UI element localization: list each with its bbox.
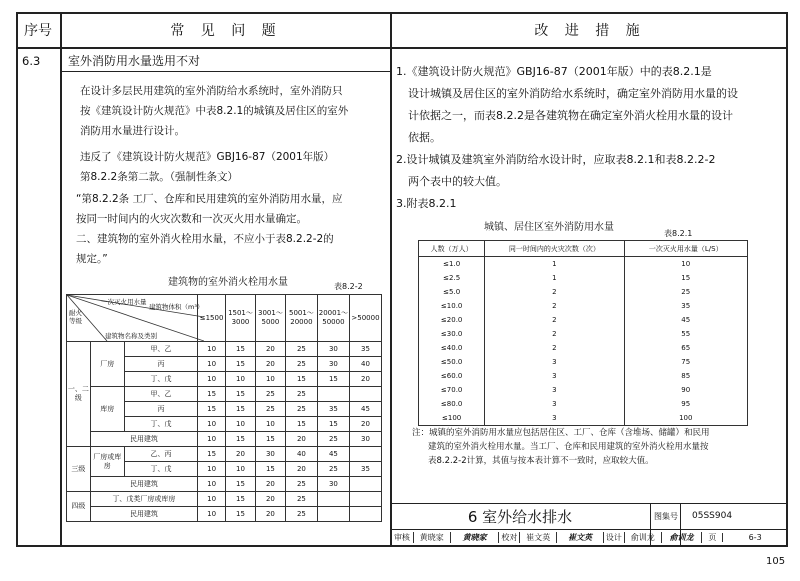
right-cell: 2 bbox=[485, 327, 624, 341]
sub-cell: 丁、戊 bbox=[124, 462, 197, 477]
value-cell: 25 bbox=[255, 387, 285, 402]
value-cell: 10 bbox=[198, 492, 226, 507]
fix-line: 3.附表8.2.1 bbox=[396, 197, 457, 210]
right-cell: 75 bbox=[624, 355, 748, 369]
value-cell: 15 bbox=[255, 462, 285, 477]
right-table bbox=[418, 240, 748, 426]
value-cell bbox=[349, 447, 381, 462]
value-cell: 45 bbox=[317, 447, 349, 462]
page-label: 页 bbox=[701, 532, 722, 543]
col-divider-2 bbox=[390, 12, 392, 545]
problem-title: 室外消防用水量选用不对 bbox=[68, 54, 201, 68]
right-cell: ≤50.0 bbox=[419, 355, 485, 369]
col-header: 5001～20000 bbox=[285, 295, 317, 342]
sub-cell: 甲、乙 bbox=[124, 342, 197, 357]
right-col-header: 一次灭火用水量（L/S） bbox=[624, 241, 748, 257]
fix-line: 两个表中的较大值。 bbox=[408, 175, 507, 188]
value-cell: 15 bbox=[226, 492, 256, 507]
sub-cell: 乙、丙 bbox=[124, 447, 197, 462]
category-cell: 民用建筑 bbox=[90, 432, 197, 447]
problem-line: 第8.2.2条第二款。（强制性条文） bbox=[80, 171, 238, 183]
value-cell: 25 bbox=[285, 357, 317, 372]
sub-cell: 丙 bbox=[124, 357, 197, 372]
value-cell: 25 bbox=[255, 402, 285, 417]
value-cell: 15 bbox=[255, 432, 285, 447]
value-cell: 45 bbox=[349, 402, 381, 417]
category-cell: 库房 bbox=[90, 387, 124, 432]
value-cell: 10 bbox=[198, 372, 226, 387]
right-table-title: 城镇、居住区室外消防用水量 bbox=[484, 222, 614, 233]
note-line: 注：城镇的室外消防用水量应包括居住区、工厂、仓库（含堆场、储罐）和民用 bbox=[412, 428, 710, 438]
right-cell: 65 bbox=[624, 341, 748, 355]
value-cell: 15 bbox=[226, 477, 256, 492]
value-cell: 20 bbox=[349, 417, 381, 432]
proofer-signature: 崔文英 bbox=[556, 532, 603, 543]
fix-line: 2.设计城镇及建筑室外消防给水设计时，应取表8.2.1和表8.2.2-2 bbox=[396, 153, 716, 166]
value-cell: 15 bbox=[317, 372, 349, 387]
value-cell: 15 bbox=[198, 447, 226, 462]
value-cell: 20 bbox=[285, 432, 317, 447]
problem-line: 按同一时间内的火灾次数和一次灭火用水量确定。 bbox=[76, 213, 307, 225]
signature-row bbox=[391, 530, 787, 545]
right-cell: 2 bbox=[485, 285, 624, 299]
value-cell: 20 bbox=[226, 447, 256, 462]
fix-line: 设计城镇及居住区的室外消防给水系统时，确定室外消防用水量的设 bbox=[408, 87, 738, 100]
sub-cell: 甲、乙 bbox=[124, 387, 197, 402]
right-cell: ≤40.0 bbox=[419, 341, 485, 355]
left-table-ref: 表8.2-2 bbox=[334, 282, 363, 291]
page-number: 105 bbox=[766, 556, 786, 567]
problem-line: 二、建筑物的室外消火栓用水量，不应小于表8.2.2-2的 bbox=[76, 233, 334, 245]
value-cell: 10 bbox=[255, 372, 285, 387]
right-cell: 3 bbox=[485, 411, 624, 426]
value-cell: 20 bbox=[349, 372, 381, 387]
problem-line: 违反了《建筑设计防火规范》GBJ16-87（2001年版） bbox=[80, 151, 335, 163]
right-cell: ≤100 bbox=[419, 411, 485, 426]
col-header: 1501～3000 bbox=[226, 295, 256, 342]
row-number: 6.3 bbox=[22, 54, 41, 68]
level-cell: 四级 bbox=[67, 492, 91, 522]
header-problem: 常 见 问 题 bbox=[170, 23, 282, 39]
right-cell: 3 bbox=[485, 355, 624, 369]
value-cell: 15 bbox=[285, 417, 317, 432]
value-cell: 25 bbox=[285, 507, 317, 522]
right-cell: 10 bbox=[624, 257, 748, 272]
right-cell: 2 bbox=[485, 299, 624, 313]
right-cell: 100 bbox=[624, 411, 748, 426]
value-cell: 40 bbox=[349, 357, 381, 372]
value-cell: 10 bbox=[226, 417, 256, 432]
right-cell: 35 bbox=[624, 299, 748, 313]
value-cell: 10 bbox=[226, 372, 256, 387]
col-header: 20001～50000 bbox=[317, 295, 349, 342]
col-header: ≤1500 bbox=[198, 295, 226, 342]
value-cell: 15 bbox=[226, 357, 256, 372]
right-cell: ≤20.0 bbox=[419, 313, 485, 327]
right-cell: ≤70.0 bbox=[419, 383, 485, 397]
right-col-header: 人数（万人） bbox=[419, 241, 485, 257]
problem-line: 按《建筑设计防火规范》中表8.2.1的城镇及居住区的室外 bbox=[80, 105, 349, 117]
designer: 俞训龙 bbox=[624, 532, 661, 543]
value-cell bbox=[349, 387, 381, 402]
category-cell: 民用建筑 bbox=[90, 477, 197, 492]
right-cell: 3 bbox=[485, 369, 624, 383]
chapter-title: 6 室外给水排水 bbox=[467, 507, 573, 526]
value-cell bbox=[349, 492, 381, 507]
right-cell: ≤80.0 bbox=[419, 397, 485, 411]
value-cell: 30 bbox=[349, 432, 381, 447]
value-cell: 10 bbox=[198, 462, 226, 477]
right-col-header: 同一时间内的火灾次数（次） bbox=[485, 241, 624, 257]
atlas-number: 05SS904 bbox=[692, 511, 733, 521]
fix-line: 依据。 bbox=[408, 131, 441, 144]
level-cell: 三级 bbox=[67, 447, 91, 492]
note-line: 表8.2.2-2计算，其值与按本表计算不一致时，应取较大值。 bbox=[428, 456, 654, 466]
value-cell: 20 bbox=[255, 492, 285, 507]
right-cell: 25 bbox=[624, 285, 748, 299]
sub-cell: 丁、戊 bbox=[124, 417, 197, 432]
category-cell: 厂房或库房 bbox=[90, 447, 124, 477]
value-cell: 15 bbox=[226, 387, 256, 402]
value-cell: 30 bbox=[317, 342, 349, 357]
corner-level: 耐火等级 bbox=[69, 309, 82, 325]
sub-cell: 丁、戊 bbox=[124, 372, 197, 387]
value-cell: 40 bbox=[285, 447, 317, 462]
value-cell: 30 bbox=[317, 357, 349, 372]
right-table-ref: 表8.2.1 bbox=[664, 229, 693, 238]
sub-cell: 丙 bbox=[124, 402, 197, 417]
right-cell: 95 bbox=[624, 397, 748, 411]
value-cell: 35 bbox=[349, 462, 381, 477]
header-fix: 改 进 措 施 bbox=[534, 23, 646, 39]
right-cell: 45 bbox=[624, 313, 748, 327]
problem-title-rule bbox=[62, 71, 390, 72]
corner-name: 建筑物名称及类别 bbox=[105, 332, 157, 340]
value-cell: 20 bbox=[255, 477, 285, 492]
right-cell: ≤5.0 bbox=[419, 285, 485, 299]
value-cell: 15 bbox=[226, 402, 256, 417]
right-cell: 55 bbox=[624, 327, 748, 341]
page-code: 6-3 bbox=[722, 533, 787, 542]
right-cell: 15 bbox=[624, 271, 748, 285]
value-cell: 10 bbox=[198, 357, 226, 372]
right-cell: 2 bbox=[485, 313, 624, 327]
col-divider-1 bbox=[60, 12, 62, 547]
right-cell: 1 bbox=[485, 257, 624, 272]
value-cell: 10 bbox=[198, 342, 226, 357]
right-cell: 3 bbox=[485, 383, 624, 397]
right-cell: 2 bbox=[485, 341, 624, 355]
proofer: 崔文英 bbox=[519, 532, 556, 543]
right-cell: 85 bbox=[624, 369, 748, 383]
corner-vol: 建筑物体积（m³） bbox=[149, 303, 204, 311]
value-cell: 10 bbox=[198, 432, 226, 447]
value-cell bbox=[349, 507, 381, 522]
value-cell: 25 bbox=[285, 492, 317, 507]
problem-line: 规定。” bbox=[76, 253, 108, 265]
value-cell: 10 bbox=[198, 477, 226, 492]
right-cell: 3 bbox=[485, 397, 624, 411]
left-table-title: 建筑物的室外消火栓用水量 bbox=[168, 277, 288, 288]
category-cell: 丁、戊类厂房或库房 bbox=[90, 492, 197, 507]
right-cell: 90 bbox=[624, 383, 748, 397]
value-cell: 15 bbox=[285, 372, 317, 387]
value-cell: 20 bbox=[255, 342, 285, 357]
value-cell: 15 bbox=[198, 402, 226, 417]
value-cell: 20 bbox=[285, 462, 317, 477]
value-cell: 10 bbox=[198, 417, 226, 432]
fix-line: 1.《建筑设计防火规范》GBJ16-87（2001年版）中的表8.2.1是 bbox=[396, 65, 712, 78]
value-cell: 25 bbox=[285, 402, 317, 417]
fix-line: 计依据之一，而表8.2.2是各建筑物在确定室外消火栓用水量的设计 bbox=[408, 109, 733, 122]
value-cell bbox=[317, 387, 349, 402]
right-cell: ≤10.0 bbox=[419, 299, 485, 313]
reviewer: 黄晓家 bbox=[413, 532, 450, 543]
right-cell: ≤1.0 bbox=[419, 257, 485, 272]
category-cell: 民用建筑 bbox=[90, 507, 197, 522]
level-cell: 一、二级 bbox=[67, 342, 91, 447]
corner-top: 一次灭火用水量 bbox=[101, 298, 147, 306]
value-cell: 25 bbox=[317, 432, 349, 447]
value-cell: 15 bbox=[317, 417, 349, 432]
value-cell: 15 bbox=[226, 342, 256, 357]
col-header: >50000 bbox=[349, 295, 381, 342]
value-cell: 15 bbox=[226, 507, 256, 522]
left-table bbox=[66, 294, 382, 522]
value-cell: 10 bbox=[255, 417, 285, 432]
value-cell: 25 bbox=[285, 477, 317, 492]
note-line: 建筑的室外消火栓用水量。当工厂、仓库和民用建筑的室外消火栓用水量按 bbox=[428, 442, 709, 452]
value-cell: 35 bbox=[349, 342, 381, 357]
value-cell: 15 bbox=[198, 387, 226, 402]
value-cell: 30 bbox=[317, 477, 349, 492]
value-cell: 10 bbox=[198, 507, 226, 522]
problem-line: 在设计多层民用建筑的室外消防给水系统时，室外消防只 bbox=[80, 85, 343, 97]
reviewer-signature: 黄晓家 bbox=[450, 532, 499, 543]
value-cell bbox=[317, 507, 349, 522]
value-cell: 25 bbox=[285, 387, 317, 402]
value-cell bbox=[349, 477, 381, 492]
value-cell: 25 bbox=[317, 462, 349, 477]
problem-line: “第8.2.2条 工厂、仓库和民用建筑的室外消防用水量，应 bbox=[76, 193, 343, 205]
right-cell: 1 bbox=[485, 271, 624, 285]
category-cell: 厂房 bbox=[90, 342, 124, 387]
right-cell: ≤2.5 bbox=[419, 271, 485, 285]
value-cell: 35 bbox=[317, 402, 349, 417]
problem-line: 消防用水量进行设计。 bbox=[80, 125, 185, 137]
header-number: 序号 bbox=[24, 23, 52, 39]
col-header: 3001～5000 bbox=[255, 295, 285, 342]
value-cell bbox=[317, 492, 349, 507]
right-cell: ≤60.0 bbox=[419, 369, 485, 383]
value-cell: 20 bbox=[255, 357, 285, 372]
design-label: 设计 bbox=[603, 532, 624, 543]
value-cell: 10 bbox=[226, 462, 256, 477]
value-cell: 15 bbox=[226, 432, 256, 447]
value-cell: 25 bbox=[285, 342, 317, 357]
left-table-corner bbox=[67, 295, 204, 342]
review-label: 审核 bbox=[393, 533, 410, 542]
right-cell: ≤30.0 bbox=[419, 327, 485, 341]
atlas-label: 图集号 bbox=[654, 512, 678, 521]
value-cell: 30 bbox=[255, 447, 285, 462]
designer-signature: 俞训龙 bbox=[661, 532, 702, 543]
proof-label: 校对 bbox=[498, 532, 519, 543]
value-cell: 20 bbox=[255, 507, 285, 522]
